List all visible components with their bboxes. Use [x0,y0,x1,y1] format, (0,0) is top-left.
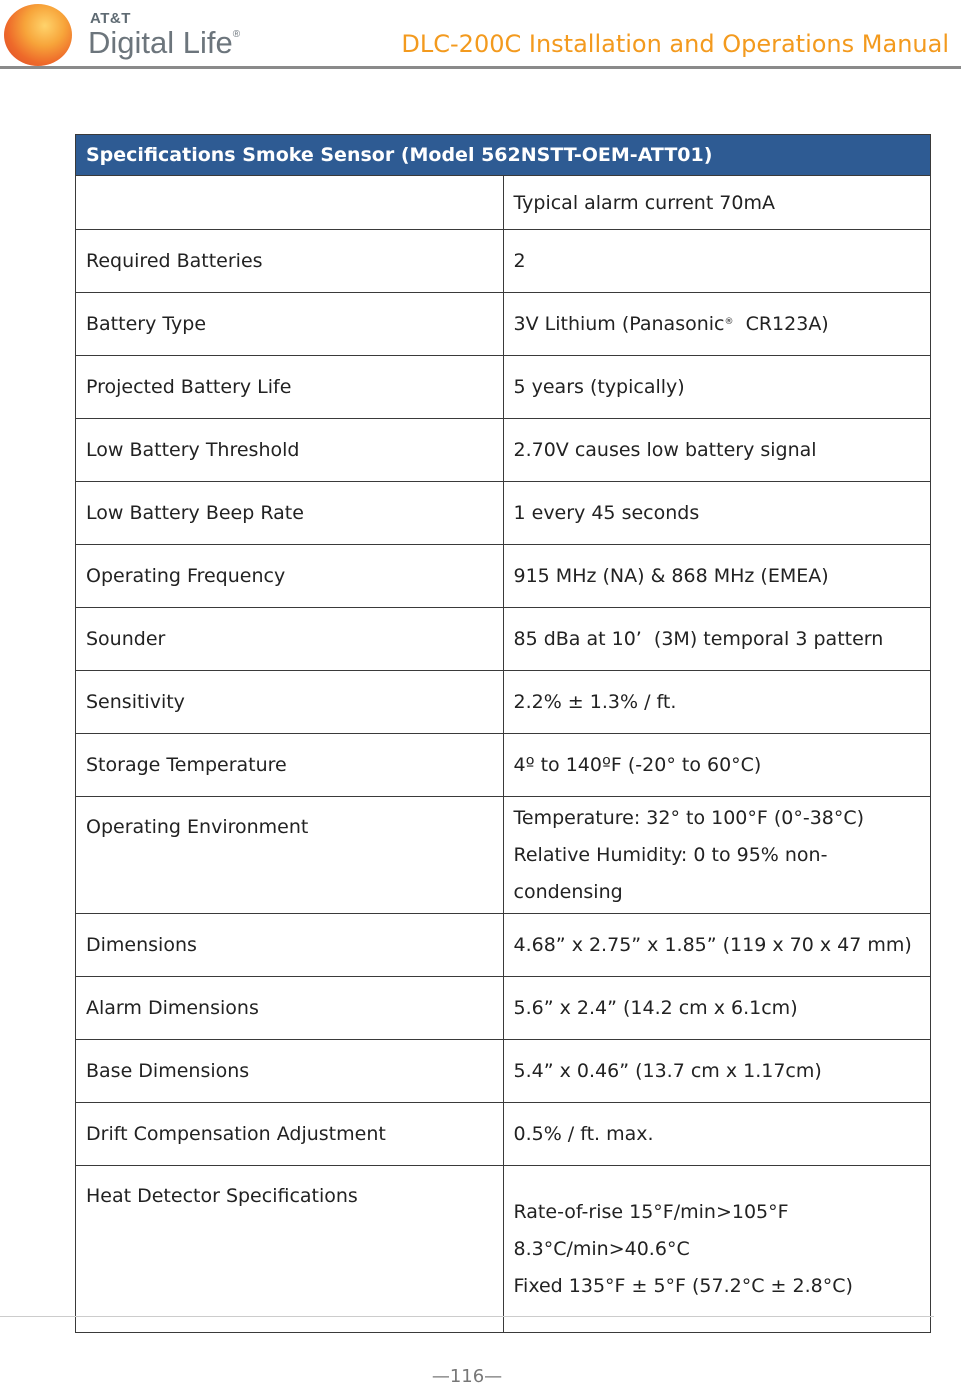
spec-value: 4º to 140ºF (-20° to 60°C) [503,734,931,797]
spec-value: 85 dBa at 10’ (3M) temporal 3 pattern [503,608,931,671]
spec-value [503,797,931,914]
spec-label: Projected Battery Life [76,356,504,419]
spec-label: Low Battery Threshold [76,419,504,482]
spec-value: 5.6” x 2.4” (14.2 cm x 6.1cm) [503,977,931,1040]
spec-value: 2.70V causes low battery signal [503,419,931,482]
spec-label [76,176,504,230]
table-row [76,734,931,797]
spec-label: Drift Compensation Adjustment [76,1103,504,1166]
spec-label: Dimensions [76,914,504,977]
spec-value: 1 every 45 seconds [503,482,931,545]
table-row [76,230,931,293]
table-row [76,1040,931,1103]
table-row [76,293,931,356]
att-globe-logo-icon [4,4,72,66]
spec-value-text: 3V Lithium (Panasonic [513,313,725,335]
spec-label: Operating Environment [76,797,504,914]
spec-label: Sounder [76,608,504,671]
table-row [76,1166,931,1333]
spec-label: Operating Frequency [76,545,504,608]
logo-registered-mark: ® [232,29,241,40]
table-row [76,482,931,545]
table-row [76,671,931,734]
table-row [76,797,931,914]
spec-label: Storage Temperature [76,734,504,797]
table-row [76,608,931,671]
spec-label: Low Battery Beep Rate [76,482,504,545]
logo-product-text: Digital Life [88,25,233,60]
spec-value-line: 8.3°C/min>40.6°C [513,1237,690,1260]
table-row [76,977,931,1040]
table-row [76,1103,931,1166]
spec-label: Sensitivity [76,671,504,734]
spec-value-line: Temperature: 32° to 100°F (0°-38°C) [513,806,865,829]
spec-value-line: Fixed 135°F ± 5°F (57.2°C ± 2.8°C) [513,1274,853,1297]
manual-title: DLC-200C Installation and Operations Manual [401,30,949,58]
footer-divider [0,1316,934,1317]
spec-value: 2.2% ± 1.3% / ft. [503,671,931,734]
spec-label: Heat Detector Specifications [76,1166,504,1333]
spec-value-line: Relative Humidity: 0 to 95% non-condensing [513,843,828,903]
table-row [76,545,931,608]
spec-value: 4.68” x 2.75” x 1.85” (119 x 70 x 47 mm) [503,914,931,977]
table-row [76,176,931,230]
spec-value: 0.5% / ft. max. [503,1103,931,1166]
spec-value: 5 years (typically) [503,356,931,419]
spec-value-text: CR123A) [733,313,829,335]
logo-brand: AT&T [90,10,131,27]
page-header [0,0,961,72]
spec-value: 5.4” x 0.46” (13.7 cm x 1.17cm) [503,1040,931,1103]
registered-mark: ® [724,317,734,327]
spec-label: Alarm Dimensions [76,977,504,1040]
header-divider [0,66,961,69]
spec-value [503,293,931,356]
spec-value: 915 MHz (NA) & 868 MHz (EMEA) [503,545,931,608]
specifications-table [75,134,931,1333]
spec-label: Base Dimensions [76,1040,504,1103]
table-row [76,356,931,419]
table-row [76,419,931,482]
page-number: —116— [431,1366,503,1387]
spec-label: Battery Type [76,293,504,356]
spec-value: Typical alarm current 70mA [503,176,931,230]
table-title: Specifications Smoke Sensor (Model 562NSTT-OEM-ATT01) [76,135,931,176]
logo-product [88,25,240,61]
table-header-row [76,135,931,176]
spec-value: 2 [503,230,931,293]
spec-value [503,1166,931,1333]
table-row [76,914,931,977]
spec-value-line: Rate-of-rise 15°F/min>105°F [513,1200,789,1223]
spec-label: Required Batteries [76,230,504,293]
